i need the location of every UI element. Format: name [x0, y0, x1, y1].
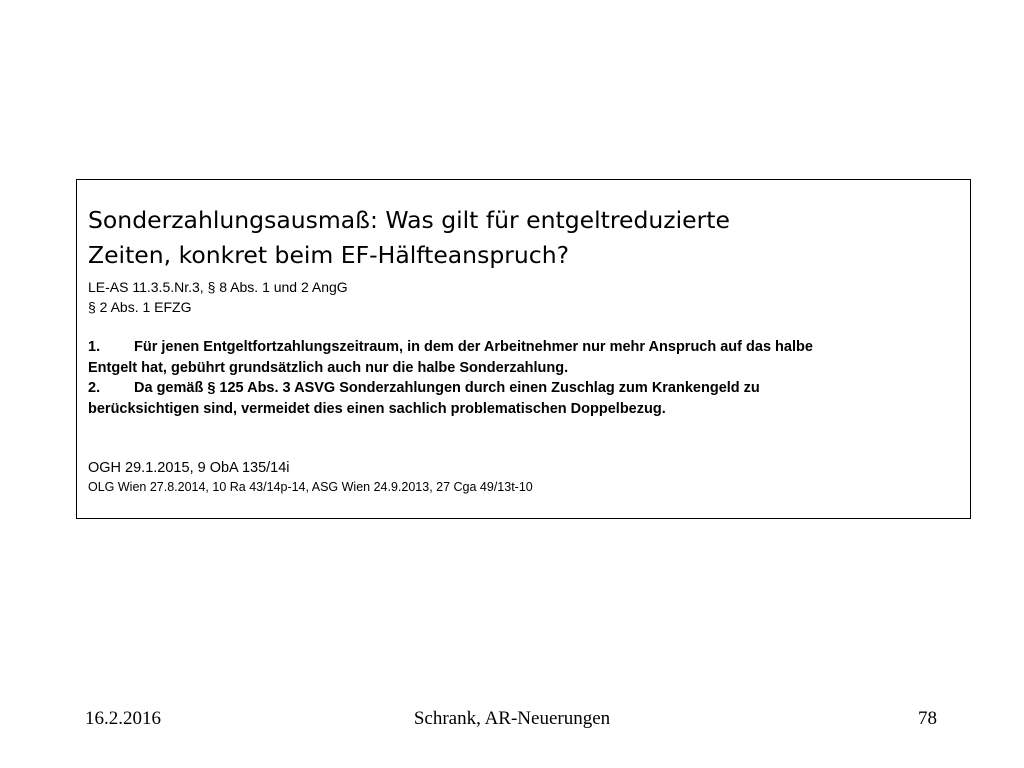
citation-sub: OLG Wien 27.8.2014, 10 Ra 43/14p-14, ASG Wien 24.9.2013, 27 Cga 49/13t-10 — [88, 480, 533, 494]
slide-title — [88, 203, 948, 273]
holding-point-2-line-1 — [88, 378, 958, 399]
legal-references — [88, 277, 348, 317]
slide-title-line-2: Zeiten, konkret beim EF-Hälfteanspruch? — [88, 241, 570, 269]
footer-page-number: 78 — [918, 708, 937, 729]
holding-point-1-number: 1. — [88, 339, 101, 355]
reference-line-1: LE-AS 11.3.5.Nr.3, § 8 Abs. 1 und 2 AngG — [88, 279, 348, 295]
holding-point-2-number: 2. — [88, 380, 101, 396]
holding-points — [88, 337, 958, 419]
holding-point-2-text-line-1: Da gemäß § 125 Abs. 3 ASVG Sonderzahlungen durch einen Zuschlag zum Krankengeld zu — [134, 380, 760, 396]
holding-point-1-text-line-1: Für jenen Entgeltfortzahlungszeitraum, in dem der Arbeitnehmer nur mehr Anspruch auf das halbe — [134, 339, 813, 355]
holding-point-1-line-2: Entgelt hat, gebührt grundsätzlich auch nur die halbe Sonderzahlung. — [88, 359, 569, 376]
citation-main: OGH 29.1.2015, 9 ObA 135/14i — [88, 460, 290, 476]
holding-point-2-line-2: berücksichtigen sind, vermeidet dies einen sachlich problematischen Doppelbezug. — [88, 400, 666, 417]
reference-line-2: § 2 Abs. 1 EFZG — [88, 299, 192, 315]
footer-date: 16.2.2016 — [85, 708, 161, 729]
footer-author: Schrank, AR-Neuerungen — [413, 708, 611, 729]
content-box — [76, 179, 971, 519]
holding-point-1-line-1 — [88, 337, 958, 358]
slide-title-line-1: Sonderzahlungsausmaß: Was gilt für entgeltreduzierte — [88, 206, 730, 234]
